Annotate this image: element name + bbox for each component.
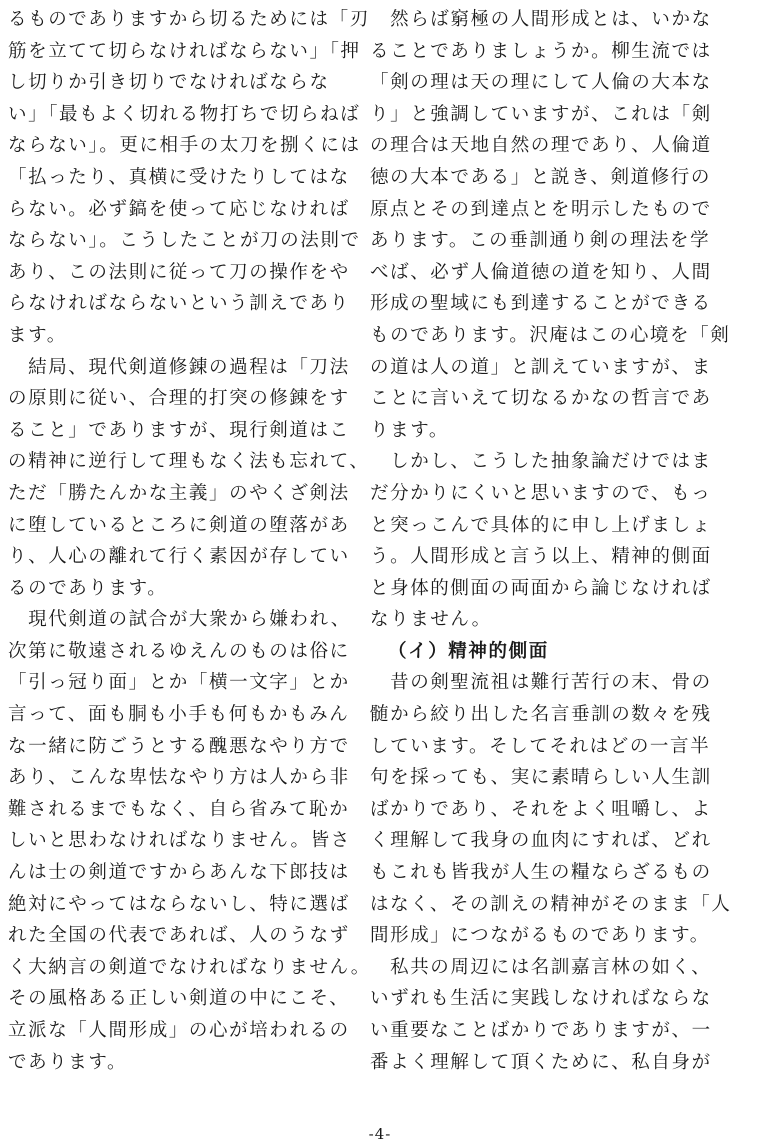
text-line: の精神に逆行して理もなく法も忘れて、 [8, 451, 370, 473]
text-line: んは士の剣道ですからあんな下郎技は [8, 862, 350, 884]
text-line: 「剣の理は天の理にして人倫の大本な [370, 72, 712, 94]
text-line: く大納言の剣道でなければなりません。 [8, 956, 371, 978]
text-line: るものでありますから切るためには「刃 [8, 9, 370, 30]
text-line: の道は人の道」と訓えていますが、ま [370, 356, 712, 378]
text-line: に堕しているところに剣道の堕落があ [8, 514, 350, 536]
text-line: あり、こんな卑怯なやり方は人から非 [8, 767, 350, 789]
text-line: く理解して我身の血肉にすれば、どれ [370, 830, 712, 852]
text-line: と身体的側面の両面から論じなければ [370, 577, 712, 599]
text-line: ばかりであり、それをよく咀嚼し、よ [370, 798, 712, 820]
text-line: もこれも皆我が人生の糧ならざるもの [370, 862, 712, 884]
text-line: であります。 [8, 1051, 128, 1073]
text-line: はなく、その訓えの精神がそのまま「人 [370, 893, 732, 915]
text-line: い」「最もよく切れる物打ちで切らねば [8, 103, 361, 125]
left-column [8, 4, 371, 1078]
text-line: 徳の大本である」と説き、剣道修行の [370, 166, 711, 188]
text-line: 立派な「人間形成」の心が培われるの [8, 1020, 350, 1041]
text-line: ものであります。沢庵はこの心境を「剣 [370, 324, 731, 346]
text-line: ただ「勝たんかな主義」のやくざ剣法 [8, 482, 350, 504]
text-line: 「引っ冠り面」とか「横一文字」とか [8, 672, 350, 694]
text-line: り」と強調していますが、これは「剣 [370, 103, 712, 125]
text-line: らない。必ず鎬を使って応じなければ [8, 198, 350, 220]
text-line: 私共の周辺には名訓嘉言林の如く、 [370, 956, 712, 978]
text-line: 間形成」につながるものであります。 [370, 925, 710, 947]
text-line: べば、必ず人倫道徳の道を知り、人間 [370, 261, 712, 283]
text-line: ること」でありますが、現行剣道はこ [8, 419, 350, 441]
text-line: 「払ったり、真横に受けたりしてはな [8, 166, 350, 188]
text-line: 難されるまでもなく、自ら省みて恥か [8, 798, 350, 820]
text-line: 句を採っても、実に素晴らしい人生訓 [370, 767, 712, 789]
text-line: あります。この垂訓通り剣の理法を学 [370, 230, 711, 252]
text-line: 次第に敬遠されるゆえんのものは俗に [8, 640, 350, 662]
text-line: 結局、現代剣道修錬の過程は「刀法 [8, 356, 350, 378]
text-line: ことに言いえて切なるかなの哲言であ [370, 388, 712, 410]
text-line: なりません。 [370, 609, 492, 631]
text-line: だ分かりにくいと思いますので、もっ [370, 482, 712, 504]
text-line: 原点とその到達点とを明示したもので [370, 198, 712, 220]
text-line: な一緒に防ごうとする醜悪なやり方で [8, 735, 350, 757]
text-line: 然らば窮極の人間形成とは、いかな [370, 9, 712, 30]
text-line: り、人心の離れて行く素因が存してい [8, 546, 350, 568]
right-column [370, 4, 732, 1078]
text-line: 絶対にやってはならないし、特に選ば [8, 893, 350, 915]
text-line: 言って、面も胴も小手も何もかもみん [8, 704, 350, 726]
text-line: う。人間形成と言う以上、精神的側面 [370, 546, 712, 568]
text-line: い重要なことばかりでありますが、一 [370, 1020, 712, 1041]
text-line: し切りか引き切りでなければならな [8, 72, 330, 94]
text-line: いずれも生活に実践しなければならな [370, 988, 712, 1010]
text-line: るのであります。 [8, 577, 168, 599]
text-line: 筋を立てて切らなければならない」「押 [8, 40, 361, 62]
text-line: の理合は天地自然の理であり、人倫道 [370, 135, 712, 157]
page-number: -4- [368, 1125, 392, 1143]
section-heading: （イ）精神的側面 [388, 640, 549, 662]
text-line: と突っこんで具体的に申し上げましょ [370, 514, 712, 536]
text-line: しています。そしてそれはどの一言半 [370, 735, 711, 757]
text-line: 形成の聖域にも到達することができる [370, 293, 712, 315]
text-line: らなければならないという訓えであり [8, 293, 350, 315]
text-line: ならない」。こうしたことが刀の法則で [8, 230, 361, 252]
text-line: 現代剣道の試合が大衆から嫌われ、 [8, 609, 351, 631]
text-line: 番よく理解して頂くために、私自身が [370, 1051, 712, 1073]
text-line: れた全国の代表であれば、人のうなず [8, 925, 350, 947]
text-line: しかし、こうした抽象論だけではま [370, 451, 712, 473]
text-line: あり、この法則に従って刀の操作をや [8, 261, 350, 283]
text-line: 昔の剣聖流祖は難行苦行の末、骨の [370, 672, 712, 694]
text-line: ならない」。更に相手の太刀を捌くには [8, 135, 361, 157]
text-line: しいと思わなければなりません。皆さ [8, 830, 351, 852]
text-line: ます。 [8, 324, 67, 346]
text-line: その風格ある正しい剣道の中にこそ、 [8, 988, 350, 1010]
text-line: 髄から絞り出した名言垂訓の数々を残 [370, 704, 712, 726]
text-line: ります。 [370, 419, 449, 441]
text-line: ることでありましょうか。柳生流では [370, 40, 712, 62]
text-line: の原則に従い、合理的打突の修錬をす [8, 388, 350, 410]
